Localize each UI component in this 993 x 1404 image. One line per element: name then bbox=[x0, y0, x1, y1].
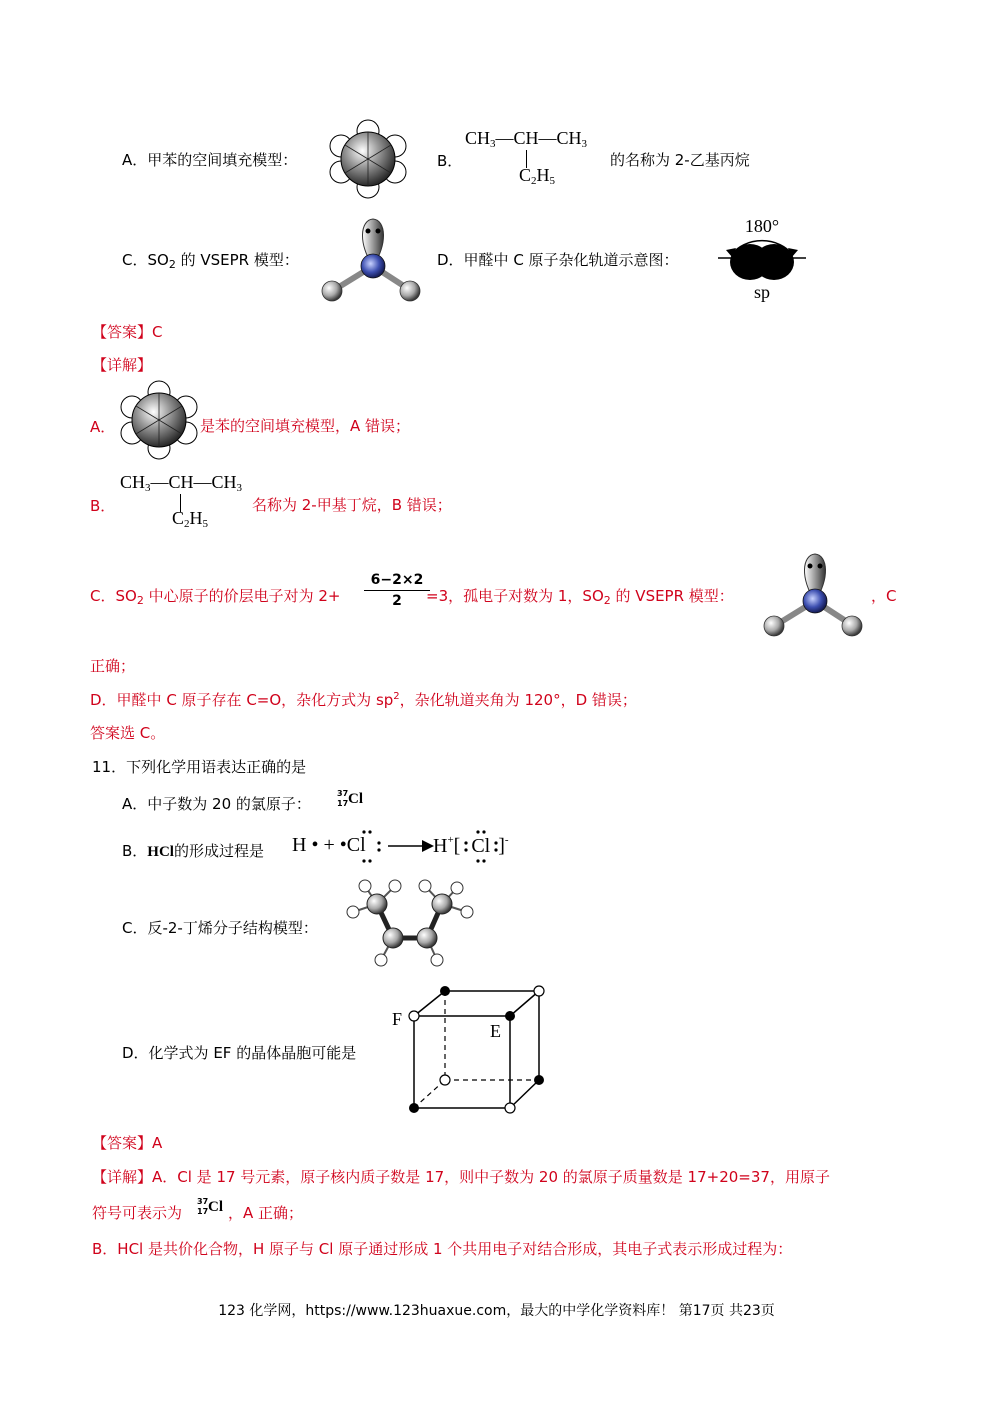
q11-option-a: A．中子数为 20 的氯原子： bbox=[122, 795, 311, 813]
crystal-cell-icon bbox=[390, 980, 550, 1115]
q10-detail-tag: 【详解】 bbox=[92, 356, 153, 374]
q11-stem: 11．下列化学用语表达正确的是 bbox=[92, 758, 307, 776]
hcl-formation-left: H • + •Cl bbox=[292, 834, 366, 856]
vsepr-model-icon bbox=[318, 214, 426, 304]
svg-text:E: E bbox=[490, 1021, 501, 1041]
q10-option-a: A．甲苯的空间填充模型： bbox=[122, 151, 298, 169]
q11-detail-b: B．HCl 是共价化合物，H 原子与 Cl 原子通过形成 1 个共用电子对结合形成，其电子式表示形成过程为： bbox=[92, 1240, 793, 1258]
q10-detail-c-line2: 正确； bbox=[90, 657, 136, 675]
q10-detail-a-prefix: A． bbox=[90, 418, 116, 436]
q11-option-c: C．反-2-丁烯分子结构模型： bbox=[122, 919, 318, 937]
detail-vsepr-model-icon bbox=[760, 549, 868, 639]
q10-detail-a-text: 是苯的空间填充模型，A 错误； bbox=[200, 417, 411, 435]
sp-orbital-icon bbox=[712, 210, 812, 305]
fraction: $\frac{6-2\times 2}{2}$ bbox=[364, 572, 430, 609]
q10-detail-b-text: 名称为 2-甲基丁烷，B 错误； bbox=[252, 496, 452, 514]
q10-detail-d: D．甲醛中 C 原子存在 C=O，杂化方式为 $sp^2$，杂化轨道夹角为 120°，D 错误； bbox=[90, 691, 637, 709]
q11-detail-a-line2-end: ，A 正确； bbox=[228, 1204, 304, 1222]
q11-detail-a-line2: 符号可表示为 bbox=[92, 1204, 183, 1222]
structural-formula-branch: $C_2H_5$ bbox=[519, 165, 556, 187]
q10-detail-b-prefix: B． bbox=[90, 497, 116, 515]
q10-option-c: C．$SO_2$ 的 VSEPR 模型： bbox=[122, 251, 299, 271]
hcl-formation-right: H+[ Cl ]- bbox=[433, 834, 509, 857]
q10-detail-c-part1: C．$SO_2$ 中心原子的价层电子对为 2+ bbox=[90, 587, 341, 607]
q11-detail-a: 【详解】A．Cl 是 17 号元素，原子核内质子数是 17，则中子数为 20 的氯原子质量数是 17+20=37，用原子 bbox=[92, 1168, 830, 1186]
detail-structural-formula-top: $CH_3—CH—CH_3$ bbox=[120, 472, 243, 494]
q10-option-b-suffix: 的名称为 2-乙基丙烷 bbox=[610, 151, 750, 169]
q10-detail-c-end: ，C bbox=[871, 587, 897, 605]
q11-option-d: D．化学式为 EF 的晶体晶胞可能是 bbox=[122, 1044, 357, 1062]
q10-detail-c-part2: =3，孤电子对数为 1，$SO_2$ 的 VSEPR 模型： bbox=[426, 587, 734, 607]
svg-text:F: F bbox=[392, 1009, 403, 1029]
arrow-icon bbox=[388, 839, 434, 853]
q10-option-d: D．甲醛中 C 原子杂化轨道示意图： bbox=[437, 251, 679, 269]
page-footer: 123 化学网，https://www.123huaxue.com，最大的中学化学资料库！ 第17页 共23页 bbox=[218, 1303, 775, 1319]
svg-text:180°: 180° bbox=[744, 216, 780, 236]
q11-option-b: B．HCl的形成过程是 bbox=[122, 842, 264, 860]
q10-conclusion: 答案选 C。 bbox=[90, 724, 166, 742]
q10-answer: 【答案】C bbox=[92, 323, 163, 341]
q10-option-b-prefix: B． bbox=[437, 152, 463, 170]
benzene-space-filling-icon bbox=[119, 385, 199, 455]
electron-dots-right-icon bbox=[460, 829, 504, 865]
detail-structural-formula-branch: $C_2H_5$ bbox=[172, 508, 209, 530]
space-filling-model-icon bbox=[328, 124, 408, 194]
electron-dots-icon bbox=[354, 829, 384, 865]
svg-text:sp: sp bbox=[753, 282, 771, 302]
structural-formula-top: $CH_3—CH—CH_3$ bbox=[465, 128, 588, 150]
ball-stick-model-icon bbox=[345, 878, 475, 970]
q11-answer: 【答案】A bbox=[92, 1134, 163, 1152]
